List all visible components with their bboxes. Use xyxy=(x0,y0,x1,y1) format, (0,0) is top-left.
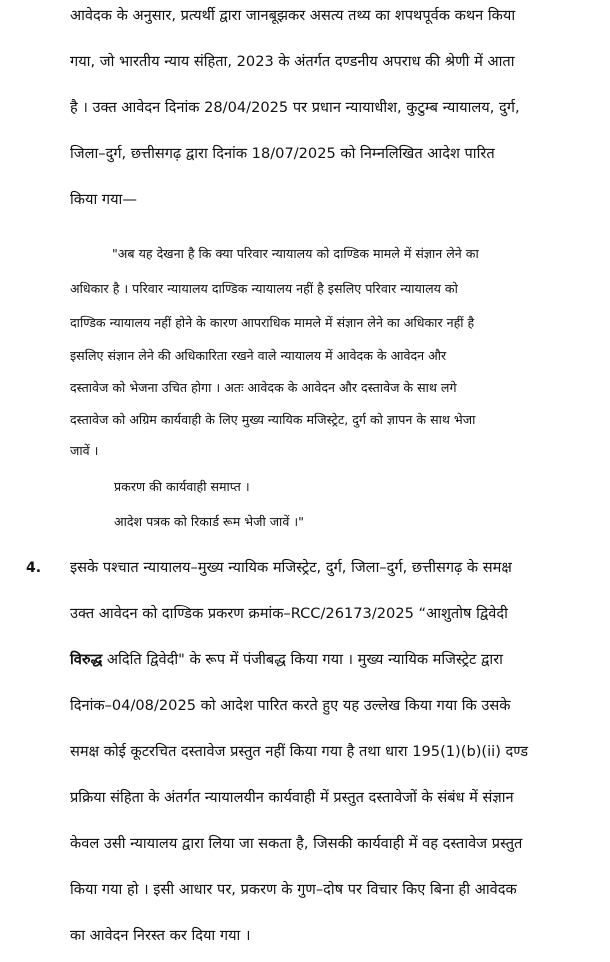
quote-line-6 xyxy=(70,410,475,430)
para4-bold-word: विरुद्ध xyxy=(70,651,103,668)
para4-text-6: प्रक्रिया संहिता के अंतर्गत न्यायालयीन कार्यवाही में प्रस्तुत दस्तावेजों के संबंध में संज्ञान xyxy=(70,789,514,806)
quote-line-2 xyxy=(70,279,458,299)
quote-closing-2 xyxy=(114,512,304,532)
intro-line-3 xyxy=(70,98,520,118)
intro-line-5 xyxy=(70,190,137,210)
quote-line-5 xyxy=(70,378,457,398)
quote-text-1: "अब यह देखना है कि क्या परिवार न्यायालय को दाण्डिक मामले में संज्ञान लेने का xyxy=(112,246,479,261)
quote-text-6: दस्तावेज को अग्रिम कार्यवाही के लिए मुख्य न्यायिक मजिस्ट्रेट, दुर्ग को ज्ञापन के साथ भेजा xyxy=(70,412,476,427)
para4-line-1 xyxy=(70,558,512,578)
intro-line-1 xyxy=(70,6,515,26)
para4-text-4: दिनांक–04/08/2025 को आदेश पारित करते हुए यह उल्लेख किया गया कि उसके xyxy=(70,697,511,714)
paragraph-number: 4. xyxy=(26,560,42,576)
intro-text-4: जिला–दुर्ग, छत्तीसगढ़ द्वारा दिनांक 18/07/2025 को निम्नलिखित आदेश पारित xyxy=(70,145,495,162)
para4-text-2: उक्त आवेदन को दाण्डिक प्रकरण क्रमांक–RCC/26173/2025 “आशुतोष द्विवेदी xyxy=(70,605,508,622)
para4-line-2 xyxy=(70,604,508,624)
para4-line-4 xyxy=(70,696,510,716)
intro-text-2: गया, जो भारतीय न्याय संहिता, 2023 के अंतर्गत दण्डनीय अपराध की श्रेणी में आता xyxy=(70,53,515,70)
quote-line-3 xyxy=(70,313,474,333)
para4-line-6 xyxy=(70,788,514,808)
para4-line-9 xyxy=(70,926,251,946)
quote-closing-1 xyxy=(114,477,250,497)
para4-text-5: समक्ष कोई कूटरचित दस्तावेज प्रस्तुत नहीं किया गया है तथा धारा 195(1)(b)(ii) दण्ड xyxy=(70,743,529,760)
para4-text-1: इसके पश्चात न्यायालय–मुख्य न्यायिक मजिस्ट्रेट, दुर्ग, जिला–दुर्ग, छत्तीसगढ़ के समक्ष xyxy=(70,559,512,576)
quote-text-5: दस्तावेज को भेजना उचित होगा । अतः आवेदक के आवेदन और दस्तावेज के साथ लगे xyxy=(70,380,457,395)
para4-line-3 xyxy=(70,650,503,670)
quote-line-4 xyxy=(70,346,446,366)
quote-text-7: जावें । xyxy=(70,443,99,458)
intro-line-4 xyxy=(70,144,495,164)
para4-text-3: अदिति द्विवेदी" के रूप में पंजीबद्ध किया गया । मुख्य न्यायिक मजिस्ट्रेट द्वारा xyxy=(102,651,503,668)
para4-text-8: किया गया हो । इसी आधार पर, प्रकरण के गुण–दोष पर विचार किए बिना ही आवेदक xyxy=(70,881,517,898)
intro-text-1: आवेदक के अनुसार, प्रत्यर्थी द्वारा जानबूझकर असत्य तथ्य का शपथपूर्वक कथन किया xyxy=(70,7,516,24)
intro-line-2 xyxy=(70,52,514,72)
quote-line-7 xyxy=(70,441,98,461)
quote-closing-text-2: आदेश पत्रक को रिकार्ड रूम भेजी जावें ।" xyxy=(114,514,304,529)
para4-line-5 xyxy=(70,742,528,762)
quote-text-4: इसलिए संज्ञान लेने की अधिकारिता रखने वाले न्यायालय में आवेदक के आवेदन और xyxy=(70,348,447,363)
para4-line-8 xyxy=(70,880,517,900)
intro-text-5: किया गया— xyxy=(70,191,137,208)
intro-text-3: है । उक्त आवेदन दिनांक 28/04/2025 पर प्रधान न्यायाधीश, कुटुम्ब न्यायालय, दुर्ग, xyxy=(70,99,520,116)
quote-closing-text-1: प्रकरण की कार्यवाही समाप्त । xyxy=(114,479,250,494)
para4-text-9: का आवेदन निरस्त कर दिया गया । xyxy=(70,927,251,944)
para4-text-7: केवल उसी न्यायालय द्वारा लिया जा सकता है, जिसकी कार्यवाही में वह दस्तावेज प्रस्तुत xyxy=(70,835,523,852)
quote-line-1 xyxy=(112,244,479,264)
para4-line-7 xyxy=(70,834,522,854)
quote-text-2: अधिकार है । परिवार न्यायालय दाण्डिक न्यायालय नहीं है इसलिए परिवार न्यायालय को xyxy=(70,281,458,296)
quote-text-3: दाण्डिक न्यायालय नहीं होने के कारण आपराधिक मामले में संज्ञान लेने का अधिकार नहीं है xyxy=(70,315,475,330)
